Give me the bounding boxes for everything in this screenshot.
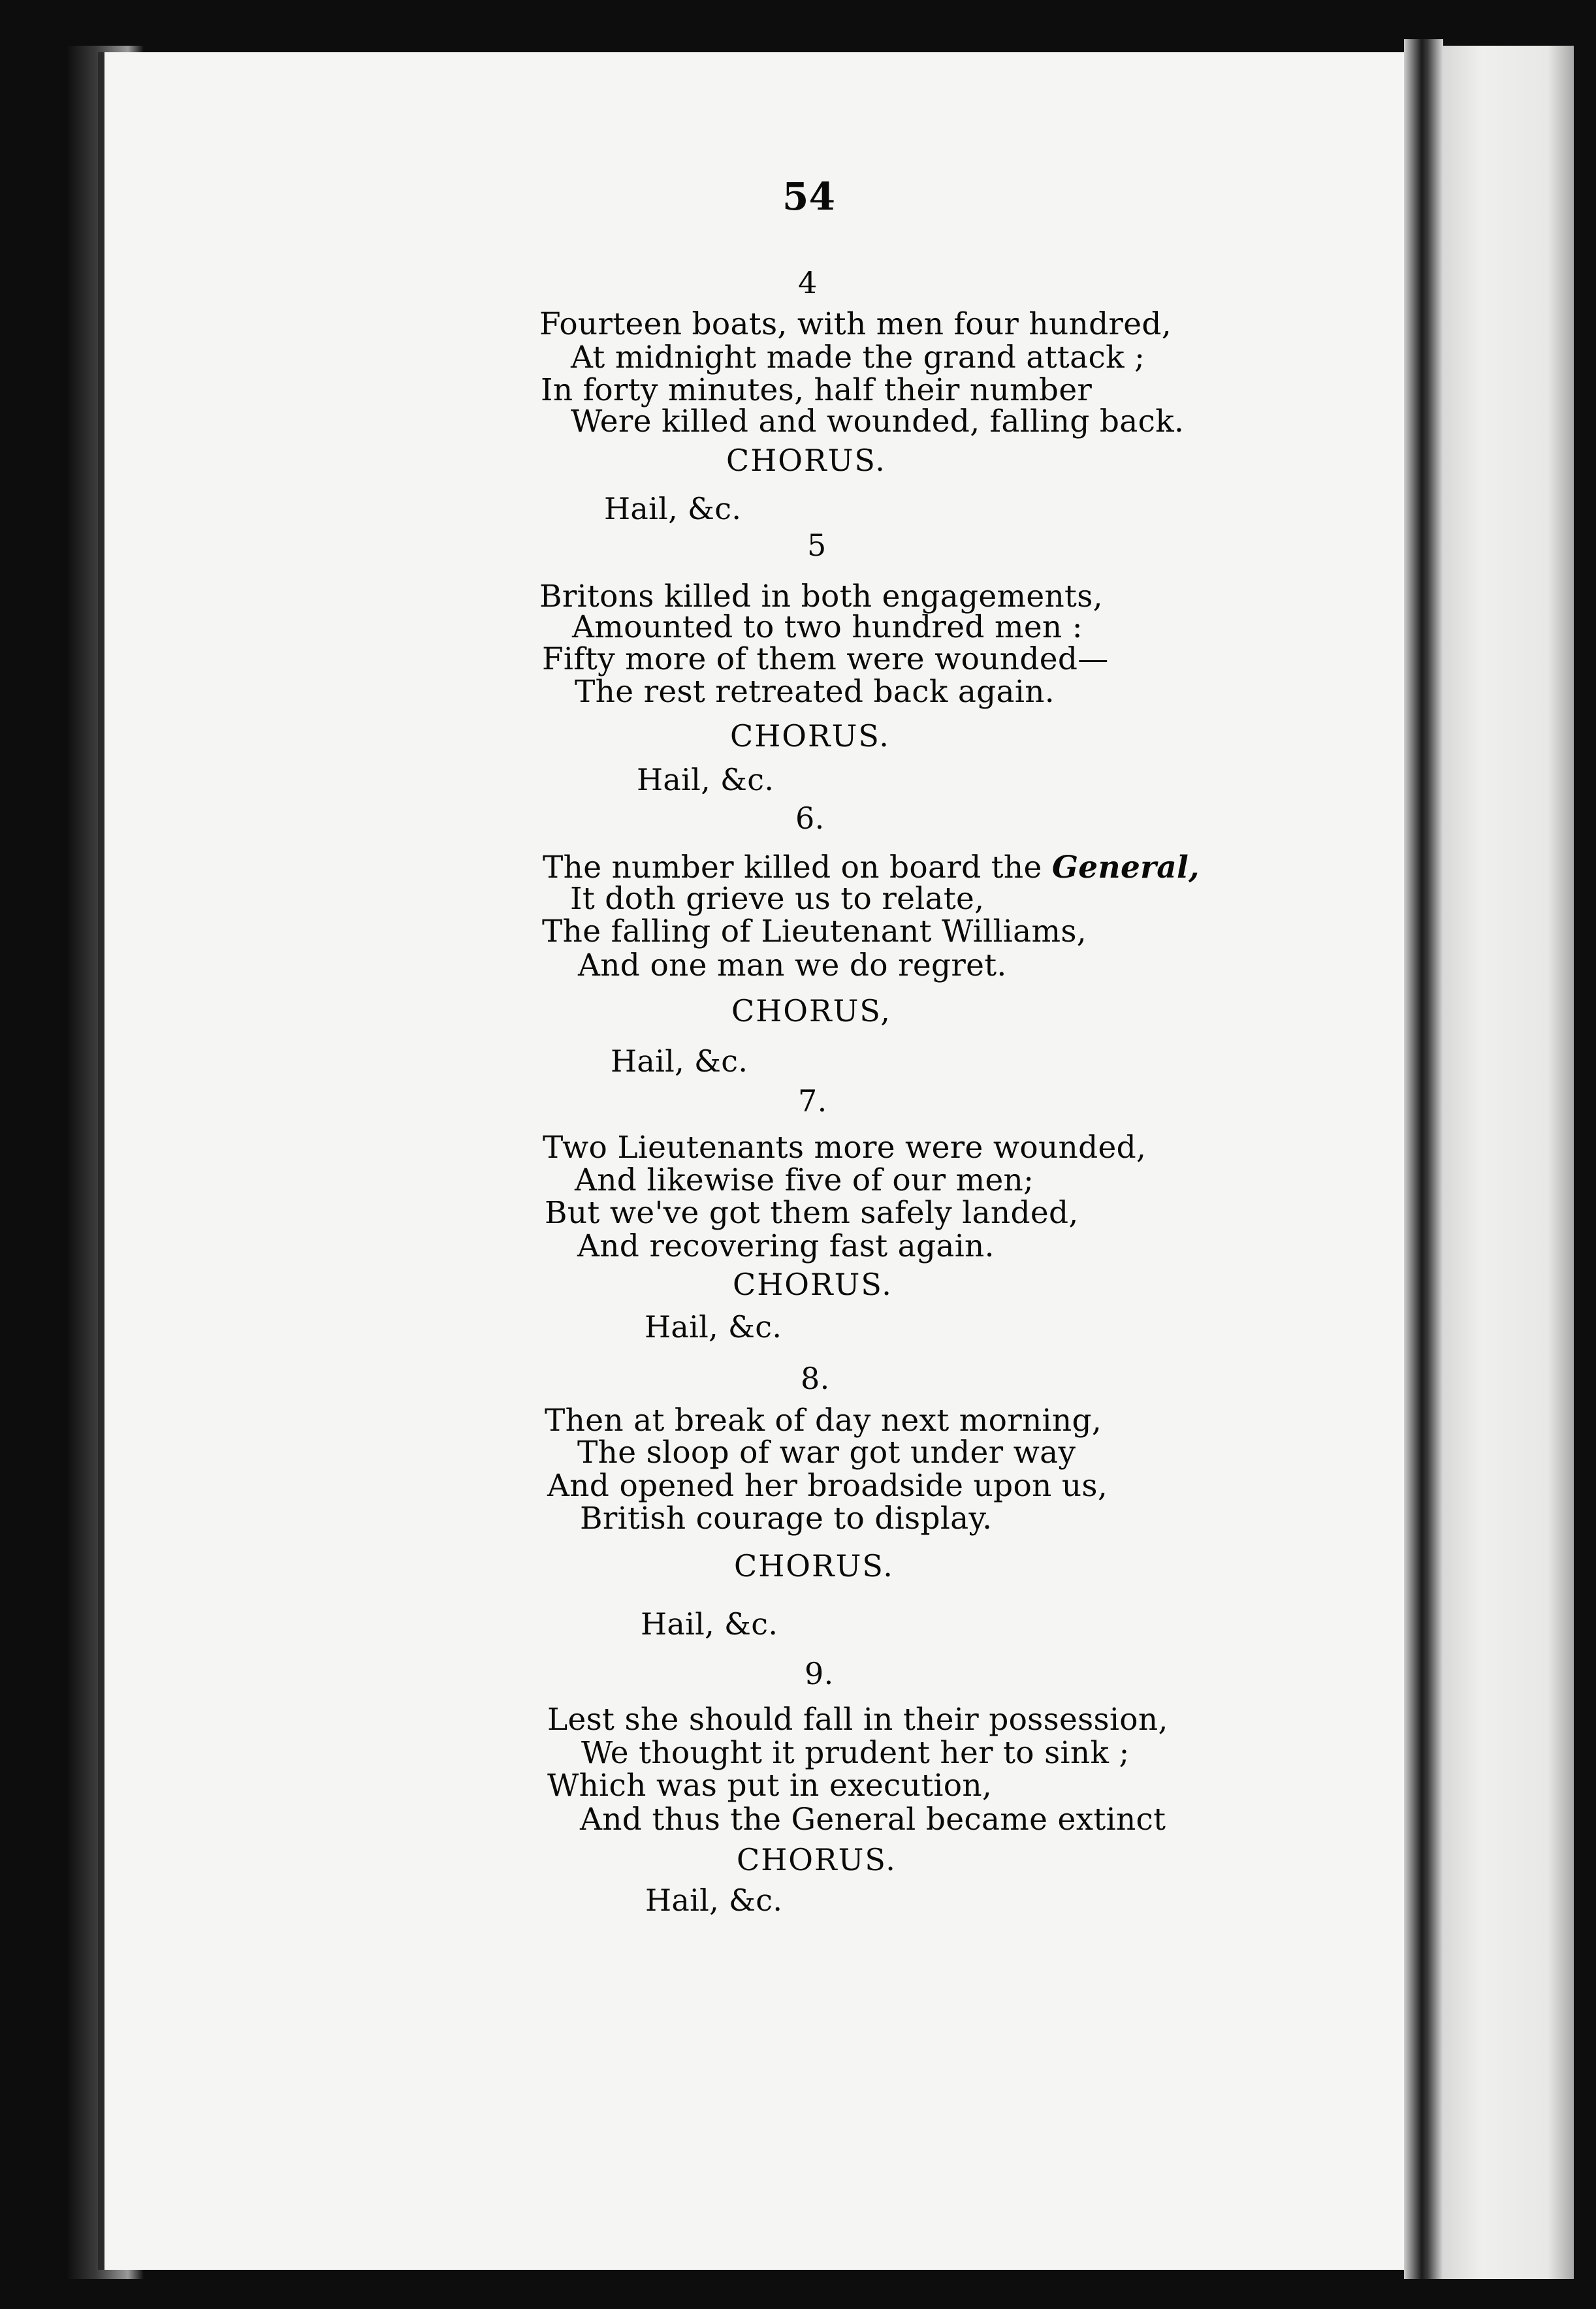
refrain: Hail, &c. [604,491,742,526]
chorus-heading: CHORUS. [730,718,890,754]
verse-line: British courage to display. [580,1501,993,1537]
verse-line: It doth grieve us to relate, [570,881,985,917]
verse-line: And likewise five of our men; [575,1162,1034,1198]
refrain: Hail, &c. [637,762,774,797]
verse-line: The falling of Lieutenant Williams, [542,914,1087,949]
stanza-number: 9. [805,1656,834,1691]
chorus-heading: CHORUS. [734,1548,894,1584]
chorus-heading: CHORUS. [726,443,886,478]
chorus-heading: CHORUS, [731,993,891,1028]
verse-line: Two Lieutenants more were wounded, [543,1130,1147,1166]
verse-line: Fifty more of them were wounded— [542,641,1109,677]
verse-line [543,852,1200,883]
verse-line: And recovering fast again. [577,1228,995,1264]
facing-page-edge [1443,46,1574,2279]
verse-line: Fourteen boats, with men four hundred, [539,306,1172,342]
verse-line: Then at break of day next morning, [545,1403,1102,1439]
verse-line: And opened her broadside upon us, [547,1468,1108,1504]
book-gutter [1404,39,1443,2279]
verse-line: Amounted to two hundred men : [572,609,1083,645]
verse-line: But we've got them safely landed, [545,1195,1079,1231]
chorus-heading: CHORUS. [737,1842,897,1877]
verse-line: The sloop of war got under way [577,1435,1076,1471]
verse-line: In forty minutes, half their number [541,372,1093,408]
verse-line: Which was put in execution, [547,1768,993,1804]
verse-line: Were killed and wounded, falling back. [571,404,1185,439]
stanza-number: 4 [798,265,818,300]
stanza-number: 6. [795,801,825,836]
verse-line: And thus the General became extinct [580,1802,1166,1838]
refrain: Hail, &c. [645,1309,782,1345]
refrain: Hail, &c. [645,1883,783,1918]
refrain: Hail, &c. [611,1043,748,1079]
verse-line: And one man we do regret. [578,947,1007,983]
verse-line: At midnight made the grand attack ; [571,340,1145,375]
ship-name: General, [1051,850,1200,885]
page-number: 54 [782,174,836,219]
stanza-number: 8. [801,1361,830,1396]
verse-line: We thought it prudent her to sink ; [581,1735,1130,1771]
stanza-number: 7. [798,1083,827,1119]
verse-text: The number killed on board the [543,850,1052,885]
stanza-number: 5 [807,528,827,563]
verse-line: The rest retreated back again. [575,674,1055,710]
refrain: Hail, &c. [641,1606,778,1642]
verse-line: Lest she should fall in their possession, [547,1702,1168,1738]
verse-line: Britons killed in both engagements, [539,579,1103,614]
chorus-heading: CHORUS. [733,1267,893,1302]
